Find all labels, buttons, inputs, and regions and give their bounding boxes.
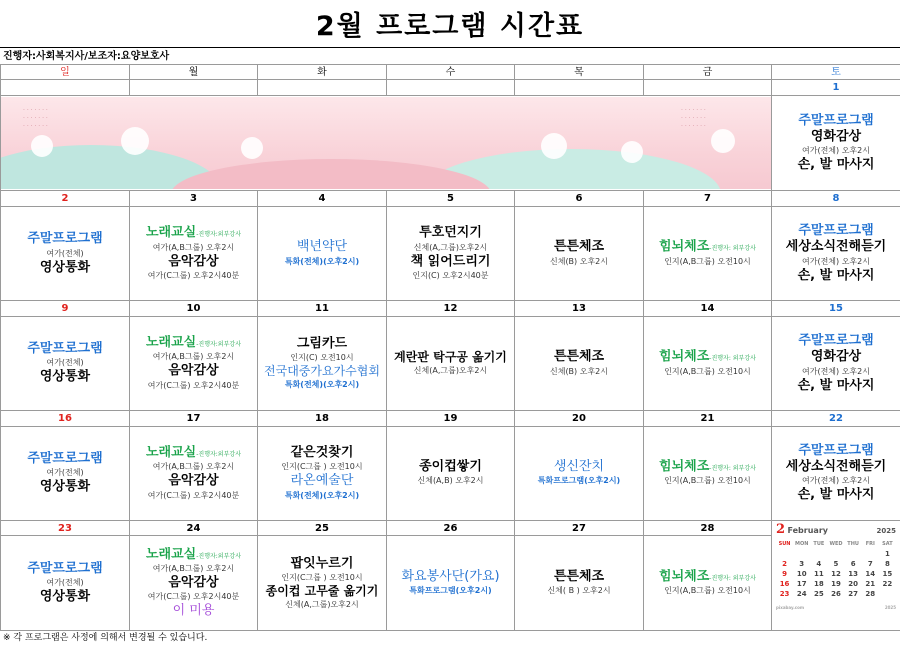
blossom-tree-icon (31, 135, 53, 157)
date-cell: 19 (387, 411, 515, 426)
program-cell (387, 536, 515, 631)
date-cell: 7 (644, 191, 772, 206)
mini-calendar-day: 26 (831, 590, 841, 599)
program-cell (515, 316, 644, 411)
instructor-note: -진행자:외부강사 (196, 552, 241, 560)
banner-calendar-decoration: · · · · · · · · · · · · · · · · · · · · · (23, 107, 48, 131)
weekday-tue: 화 (258, 65, 387, 80)
mini-calendar-day: 4 (816, 560, 822, 569)
program-title: 손, 발 마사지 (797, 267, 875, 283)
program-title: 튼튼체조 (553, 239, 605, 255)
program-cell (1, 536, 130, 631)
mini-calendar-day: 5 (833, 560, 839, 569)
program-title: 주말프로그램 (27, 560, 103, 576)
program-title-text: 힘뇌체조 (659, 349, 710, 365)
program-schedule: 특화(전체)(오후2시) (284, 256, 360, 266)
mini-calendar-day: 1 (884, 550, 890, 559)
blossom-tree-icon (121, 127, 149, 155)
date-cell: 26 (387, 521, 515, 536)
program-title: 주말프로그램 (798, 223, 874, 239)
mini-calendar-day: 20 (848, 580, 858, 589)
program-title (645, 349, 770, 365)
program-schedule: 여가(A,B그룹) 오후2시 (152, 352, 235, 362)
program-title: 종이컵쌓기 (419, 459, 482, 475)
program-title: 주말프로그램 (27, 451, 103, 467)
program-title: 세상소식전해듣기 (785, 459, 887, 475)
program-cell (387, 206, 515, 301)
program-schedule: 인지(C) 오전10시 (290, 353, 354, 363)
program-schedule: 여가(전체) 오후2시 (802, 146, 870, 156)
week1-date-row (1, 80, 900, 95)
program-schedule: 여가(전체) 오후2시 (802, 366, 870, 376)
date-cell (258, 80, 387, 95)
date-cell (644, 80, 772, 95)
program-schedule: 여가(전체) 오후2시 (802, 476, 870, 486)
program-cell (258, 316, 387, 411)
program-title: 주말프로그램 (798, 333, 874, 349)
program-cell (130, 206, 258, 301)
program-cell (772, 426, 900, 521)
program-schedule: 여가(전체) (46, 578, 84, 588)
mini-calendar-day: 22 (882, 580, 893, 589)
date-cell: 3 (130, 191, 258, 206)
week1-activity-row (1, 95, 900, 191)
mini-calendar-day: 12 (831, 570, 841, 579)
blossom-tree-icon (241, 137, 263, 159)
program-title: 음악감상 (168, 253, 219, 269)
program-title: 손, 발 마사지 (797, 157, 875, 173)
mini-calendar-weekday: TUE (813, 541, 825, 548)
program-title: 손, 발 마사지 (797, 487, 875, 503)
program-title: 생신잔치 (553, 459, 605, 475)
footer-note: ※ 각 프로그램은 사정에 의해서 변경될 수 있습니다. (3, 633, 208, 643)
instructor-note: -진행자:외부강사 (196, 451, 241, 459)
mini-calendar-grid (776, 540, 896, 599)
program-cell (387, 316, 515, 411)
mini-calendar-month-number: 2 (776, 522, 786, 538)
program-schedule: 여가(A,B그룹) 오후2시 (152, 462, 235, 472)
program-cell (644, 536, 772, 631)
program-title: 음악감상 (168, 473, 219, 489)
mini-calendar-day (862, 550, 879, 559)
instructor-note: -진행자:외부강사 (196, 341, 241, 349)
program-schedule: 신체(A,그룹)오후2시 (285, 599, 359, 609)
mini-calendar-weekday: WED (829, 541, 843, 548)
program-calendar (0, 64, 900, 631)
program-schedule: 특화(전체)(오후2시) (284, 380, 360, 390)
program-title: 투호던지기 (419, 225, 482, 241)
banner-calendar-decoration: · · · · · · · · · · · · · · · · · · · · · (681, 107, 706, 131)
program-cell (772, 95, 900, 191)
mini-calendar-weekday: SAT (882, 541, 893, 548)
mini-calendar-code: 2025 (884, 605, 896, 611)
program-title (131, 225, 256, 241)
mini-calendar-day: 19 (831, 580, 841, 589)
program-title-text: 힘뇌체조 (659, 569, 710, 585)
week3-date-row (1, 301, 900, 316)
mini-calendar-day (845, 550, 862, 559)
mini-calendar-weekday: MON (795, 541, 809, 548)
program-title: 라온예술단 (290, 473, 354, 489)
mini-calendar-day (827, 550, 844, 559)
date-cell: 2 (1, 191, 130, 206)
date-cell: 20 (515, 411, 644, 426)
program-schedule: 인지(C) 오후2시40분 (412, 270, 489, 280)
mini-calendar-day: 25 (813, 590, 824, 599)
program-schedule: 신체(A,그룹)오후2시 (413, 365, 488, 375)
program-title (131, 547, 256, 563)
date-cell: 8 (772, 191, 900, 206)
program-schedule: 여가(C그룹) 오후2시40분 (147, 490, 240, 500)
program-schedule: 인지(A,B그룹) 오전10시 (664, 366, 751, 376)
program-title-text: 노래교실 (146, 546, 197, 562)
mini-calendar-day: 13 (848, 570, 858, 579)
program-title: 이 미용 (172, 603, 215, 619)
mini-calendar-day: 9 (782, 570, 787, 579)
program-cell (644, 426, 772, 521)
program-title: 주말프로그램 (27, 231, 103, 247)
mini-calendar-day: 8 (884, 560, 890, 569)
weekday-fri: 금 (644, 65, 772, 80)
date-cell: 18 (258, 411, 387, 426)
mini-calendar-day: 3 (799, 560, 805, 569)
date-cell: 10 (130, 301, 258, 316)
program-schedule: 신체(B) 오후2시 (549, 366, 608, 376)
mini-calendar-day: 24 (796, 590, 807, 599)
program-title (645, 569, 770, 585)
date-cell (1, 80, 130, 95)
spring-banner-cell (1, 95, 772, 191)
program-cell (1, 316, 130, 411)
date-cell: 28 (644, 521, 772, 536)
program-cell (130, 536, 258, 631)
mini-calendar-day: 11 (813, 570, 824, 579)
program-cell (515, 426, 644, 521)
mini-calendar-weekday: THU (847, 541, 859, 548)
program-schedule: 신체( B ) 오후2시 (547, 586, 611, 596)
program-title: 영화감상 (810, 349, 862, 365)
program-cell (515, 206, 644, 301)
weekday-thu: 목 (515, 65, 644, 80)
mini-calendar-day: 6 (850, 560, 856, 569)
date-cell: 5 (387, 191, 515, 206)
mini-calendar-day: 18 (813, 580, 824, 589)
date-cell: 1 (772, 80, 900, 95)
instructor-note: -진행자: 외부강사 (709, 465, 756, 473)
program-title: 영상통화 (39, 259, 91, 275)
mini-calendar-day (793, 550, 810, 559)
program-title: 영상통화 (39, 479, 91, 495)
program-title: 백년약단 (296, 239, 348, 255)
program-title: 튼튼체조 (553, 349, 605, 365)
program-cell (130, 426, 258, 521)
instructor-note: -진행자: 외부강사 (709, 575, 756, 583)
date-cell (387, 80, 515, 95)
program-schedule: 여가(전체) (46, 468, 84, 478)
weekday-sat: 토 (772, 65, 900, 80)
hill-shape (171, 159, 491, 189)
program-schedule: 여가(전체) (46, 248, 84, 258)
date-cell: 16 (1, 411, 130, 426)
date-cell (515, 80, 644, 95)
program-schedule: 여가(C그룹) 오후2시40분 (147, 270, 240, 280)
blossom-tree-icon (621, 141, 643, 163)
blossom-tree-icon (541, 133, 567, 159)
week2-date-row (1, 191, 900, 206)
program-title: 종이컵 고무줄 옮기기 (265, 583, 379, 598)
program-schedule: 여가(C그룹) 오후2시40분 (147, 592, 240, 602)
mini-calendar-credit: pixabay.com (776, 605, 804, 611)
program-title-text: 힘뇌체조 (659, 239, 710, 255)
date-cell: 22 (772, 411, 900, 426)
program-title (131, 445, 256, 461)
program-cell (515, 536, 644, 631)
program-schedule: 특화(전체)(오후2시) (284, 490, 360, 500)
program-title: 화요봉사단(가요) (401, 569, 500, 585)
program-schedule: 특화프로그램(오후2시) (409, 586, 492, 596)
date-cell: 24 (130, 521, 258, 536)
weekday-wed: 수 (387, 65, 515, 80)
week2-activity-row (1, 206, 900, 301)
program-title: 영상통화 (39, 589, 91, 605)
program-title: 세상소식전해듣기 (785, 239, 887, 255)
mini-calendar-day: 2 (782, 560, 787, 569)
date-cell: 4 (258, 191, 387, 206)
program-schedule: 여가(C그룹) 오후2시40분 (147, 380, 240, 390)
week4-date-row (1, 411, 900, 426)
mini-calendar-day: 17 (796, 580, 807, 589)
mini-calendar-day (879, 590, 896, 599)
blossom-tree-icon (711, 129, 735, 153)
date-cell: 9 (1, 301, 130, 316)
mini-calendar-month-name: February (787, 526, 828, 536)
mini-calendar (772, 521, 900, 616)
week5-date-row (1, 521, 900, 536)
program-title: 주말프로그램 (27, 341, 103, 357)
program-cell (387, 426, 515, 521)
date-cell: 17 (130, 411, 258, 426)
mini-calendar-day (810, 550, 827, 559)
mini-calendar-day: 15 (882, 570, 893, 579)
spring-banner-illustration (1, 97, 771, 189)
program-title: 같은것찾기 (290, 445, 354, 461)
instructor-note: -진행자: 외부강사 (709, 355, 756, 363)
program-title: 책 읽어드리기 (410, 253, 491, 269)
mini-calendar-weekday: FRI (865, 541, 875, 548)
program-cell (772, 316, 900, 411)
date-cell: 12 (387, 301, 515, 316)
program-title: 전국대중가요가수협회 (264, 364, 380, 379)
program-title: 영상통화 (39, 369, 91, 385)
weekday-sun: 일 (1, 65, 130, 80)
date-cell: 15 (772, 301, 900, 316)
mini-calendar-day: 21 (865, 580, 876, 589)
weekday-header-row (1, 65, 900, 80)
program-title: 팝잇누르기 (290, 555, 354, 571)
week3-activity-row (1, 316, 900, 411)
program-cell (258, 536, 387, 631)
program-cell (1, 426, 130, 521)
week5-activity-row (1, 536, 900, 631)
mini-calendar-day: 27 (848, 590, 858, 599)
program-schedule: 인지(C그룹 ) 오전10시 (281, 572, 363, 582)
date-cell: 6 (515, 191, 644, 206)
mini-calendar-day: 23 (779, 590, 790, 599)
page-title: 2월 프로그램 시간표 (0, 0, 900, 48)
program-title: 음악감상 (168, 363, 219, 379)
program-schedule: 여가(전체) 오후2시 (802, 256, 870, 266)
date-cell: 13 (515, 301, 644, 316)
mini-calendar-day (776, 550, 793, 559)
program-title-text: 힘뇌체조 (659, 459, 710, 475)
program-title: 튼튼체조 (553, 569, 605, 585)
mini-calendar-day: 7 (867, 560, 873, 569)
program-cell (258, 206, 387, 301)
program-title: 영화감상 (810, 128, 862, 144)
program-title (645, 459, 770, 475)
program-title: 음악감상 (168, 575, 219, 591)
program-title: 그림카드 (296, 335, 348, 351)
program-schedule: 인지(A,B그룹) 오전10시 (664, 476, 751, 486)
program-schedule: 인지(A,B그룹) 오전10시 (664, 256, 751, 266)
program-cell (644, 206, 772, 301)
program-schedule: 여가(A,B그룹) 오후2시 (152, 564, 235, 574)
mini-calendar-cell (772, 521, 900, 631)
instructor-note: -진행자:외부강사 (196, 231, 241, 239)
program-title-text: 노래교실 (146, 445, 197, 461)
date-cell: 27 (515, 521, 644, 536)
date-cell: 25 (258, 521, 387, 536)
program-schedule: 여가(A,B그룹) 오후2시 (152, 242, 235, 252)
mini-calendar-day: 10 (796, 570, 807, 579)
mini-calendar-day: 16 (779, 580, 790, 589)
program-cell (772, 206, 900, 301)
program-schedule: 특화프로그램(오후2시) (537, 476, 621, 486)
program-title: 주말프로그램 (798, 112, 874, 128)
program-schedule: 신체(A,B) 오후2시 (417, 476, 484, 486)
program-cell (644, 316, 772, 411)
staff-info: 진행자:사회복지사/보조자:요양보호사 (3, 51, 170, 62)
mini-calendar-day: 14 (865, 570, 876, 579)
program-title: 계란판 탁구공 옮기기 (394, 349, 507, 364)
program-schedule: 인지(C그룹 ) 오전10시 (281, 462, 363, 472)
program-title (645, 239, 770, 255)
program-cell (1, 206, 130, 301)
weekday-mon: 월 (130, 65, 258, 80)
program-cell (258, 426, 387, 521)
mini-calendar-year: 2025 (876, 527, 896, 536)
mini-calendar-weekday: SUN (778, 541, 791, 548)
mini-calendar-day: 28 (865, 590, 876, 599)
week4-activity-row (1, 426, 900, 521)
date-cell: 14 (644, 301, 772, 316)
date-cell: 11 (258, 301, 387, 316)
program-title-text: 노래교실 (146, 335, 197, 351)
date-cell: 23 (1, 521, 130, 536)
program-schedule: 신체(B) 오후2시 (549, 256, 608, 266)
program-title: 손, 발 마사지 (797, 377, 875, 393)
program-schedule: 신체(A,그룹)오후2시 (413, 242, 488, 252)
program-schedule: 여가(전체) (46, 358, 84, 368)
program-title: 주말프로그램 (798, 442, 874, 458)
date-cell: 21 (644, 411, 772, 426)
program-cell (130, 316, 258, 411)
program-title (131, 335, 256, 351)
instructor-note: -진행자: 외부강사 (709, 245, 756, 253)
program-title-text: 노래교실 (146, 225, 197, 241)
date-cell (130, 80, 258, 95)
program-schedule: 인지(A,B그룹) 오전10시 (664, 586, 751, 596)
